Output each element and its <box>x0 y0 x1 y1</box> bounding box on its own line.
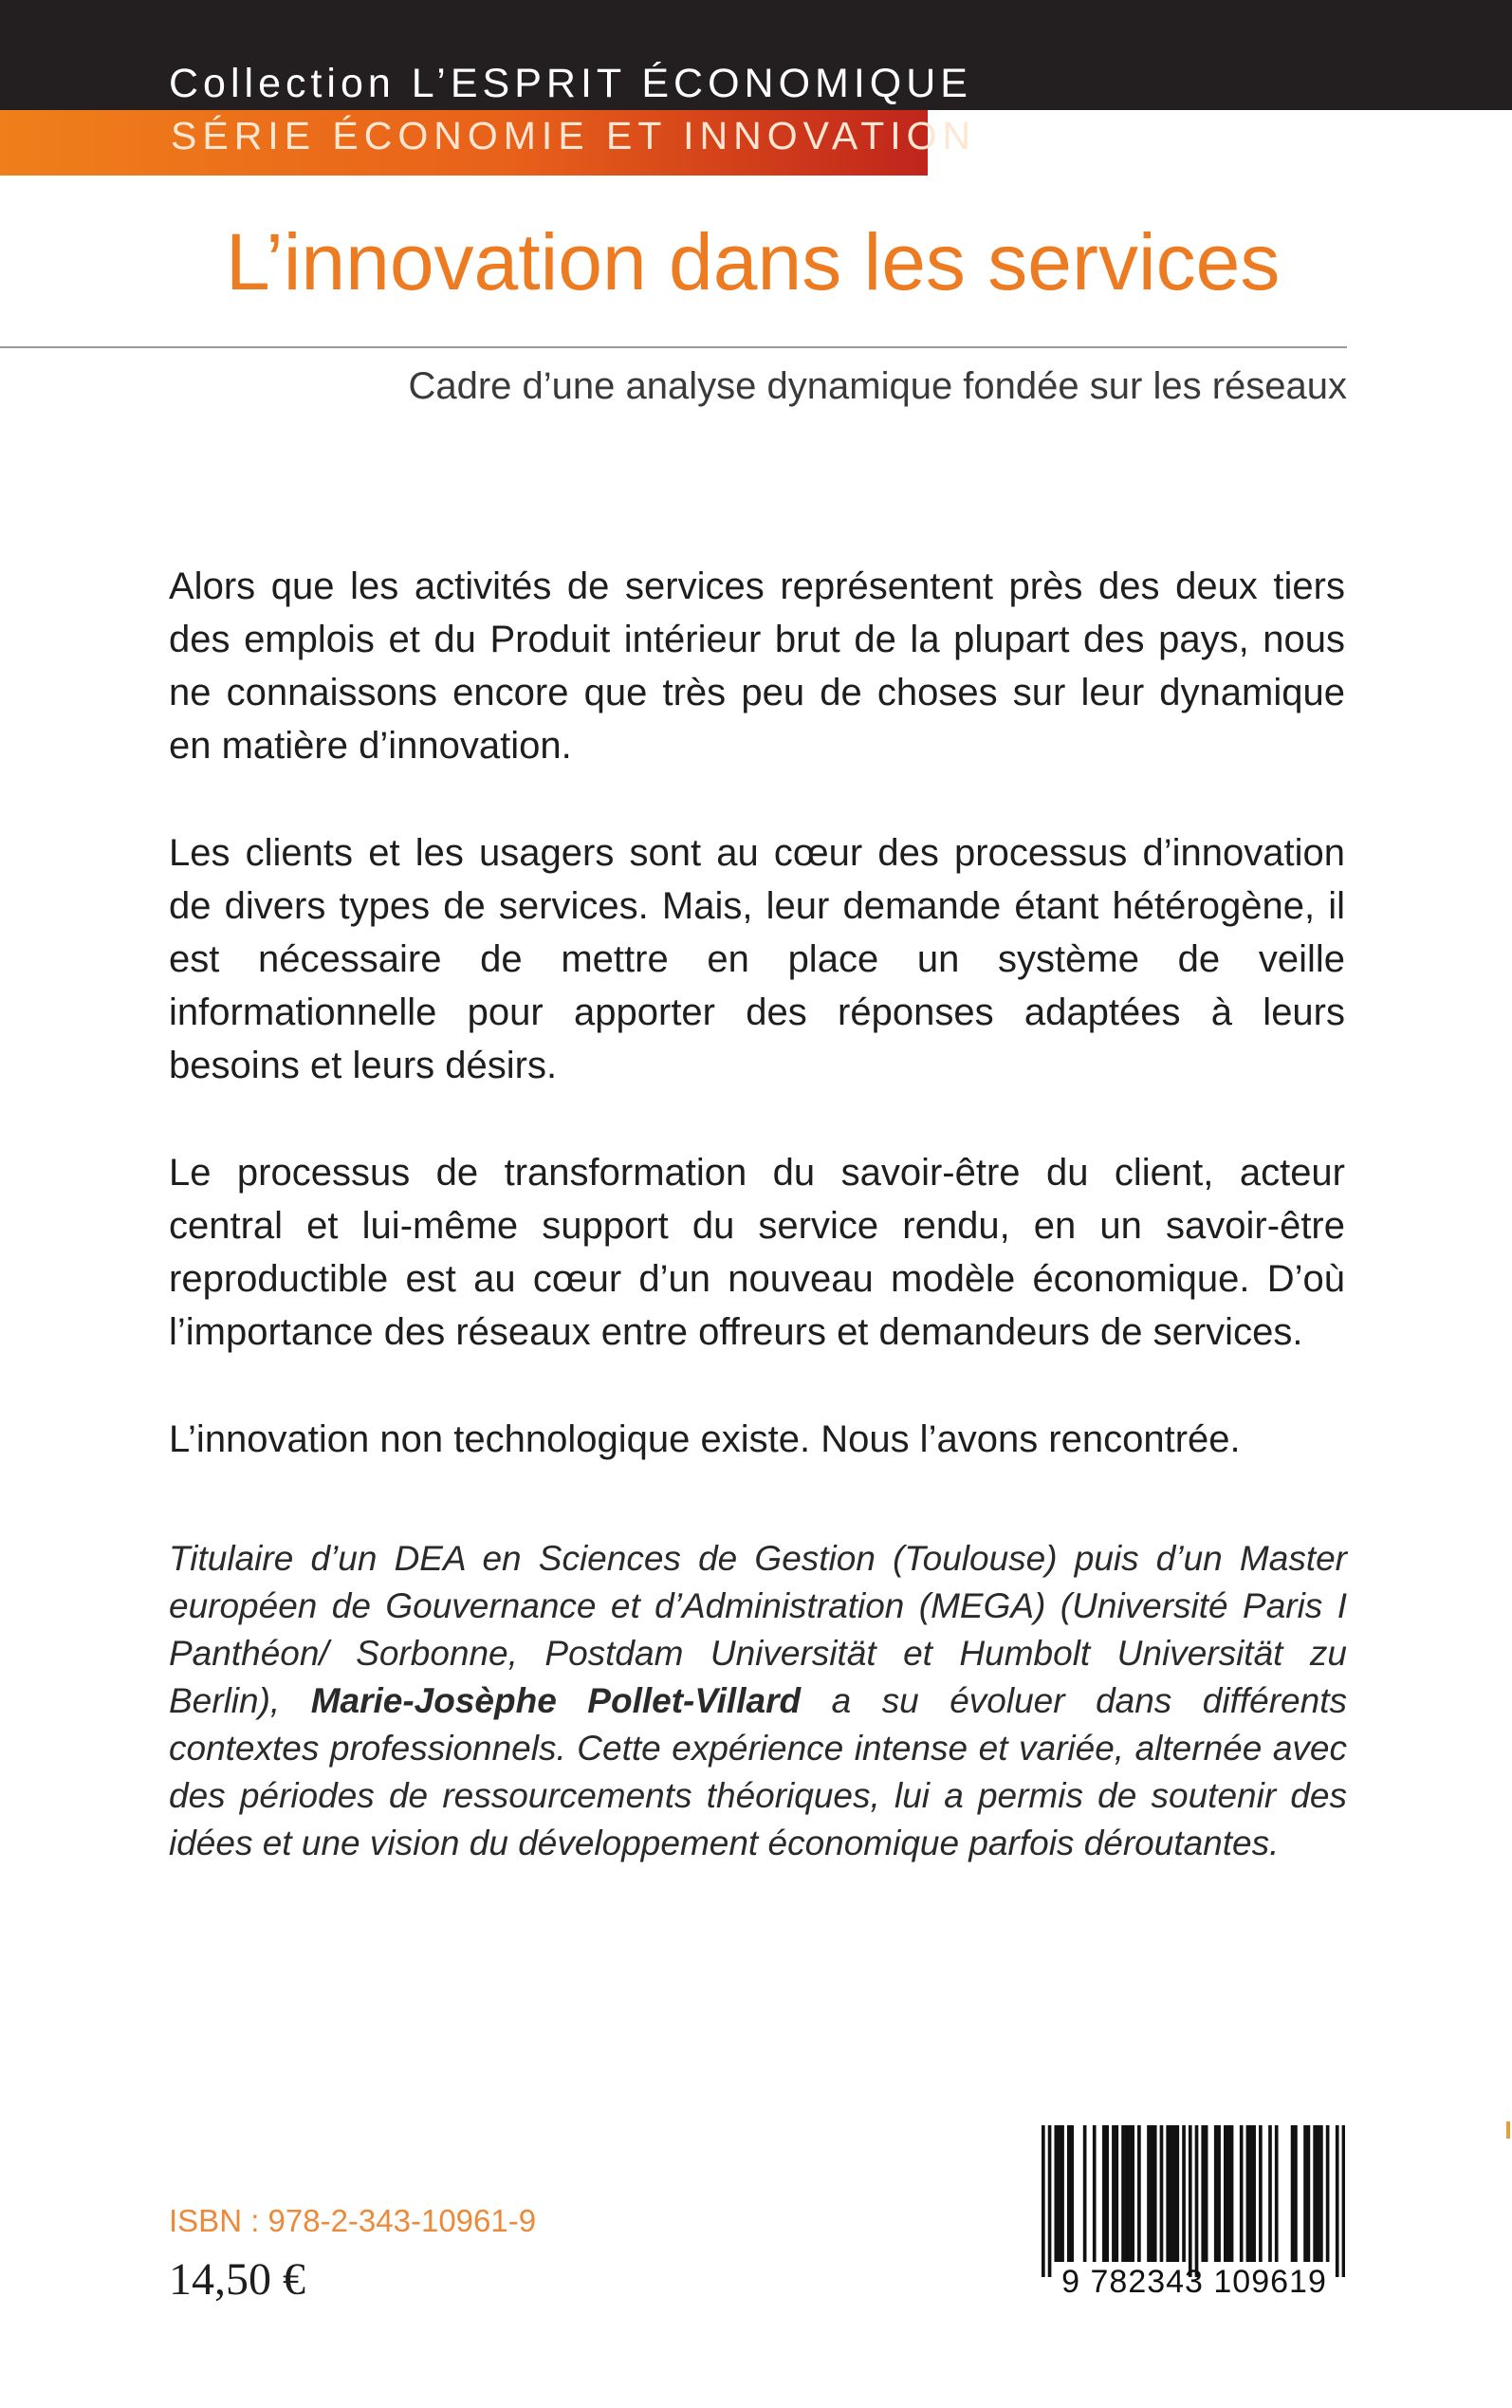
barcode-bar <box>1166 2125 1170 2262</box>
barcode-bar <box>1326 2125 1330 2262</box>
barcode-bar <box>1182 2125 1186 2262</box>
barcode-bar <box>1319 2125 1323 2262</box>
barcode-bar <box>1147 2125 1151 2262</box>
barcode-bars <box>1042 2125 1345 2277</box>
barcode-bar <box>1121 2125 1125 2262</box>
barcode-bar <box>1070 2125 1074 2262</box>
barcode-bar <box>1317 2125 1320 2262</box>
barcode-bar <box>1115 2125 1118 2262</box>
barcode-bar <box>1175 2125 1179 2262</box>
barcode-bar <box>1128 2125 1132 2262</box>
back-cover-blurb <box>169 560 1345 1520</box>
barcode-bar <box>1105 2125 1109 2262</box>
barcode-bar <box>1093 2125 1097 2262</box>
author-name: Marie-Josèphe Pollet-Villard <box>310 1681 802 1720</box>
barcode-bar <box>1291 2125 1295 2262</box>
barcode-bar <box>1060 2125 1064 2262</box>
barcode-bar <box>1195 2125 1199 2277</box>
barcode-bar <box>1153 2125 1157 2262</box>
title-divider <box>0 346 1347 348</box>
barcode-bar <box>1217 2125 1221 2262</box>
barcode-bar <box>1252 2125 1256 2262</box>
barcode-bar <box>1224 2125 1227 2262</box>
author-bio-intro: Titulaire d’un DEA en Sciences de Gestion (Toulouse) puis d’un Master européen de Gouvernance et d’Administration (MEGA) (Université Paris I Panthéon/ Sorbonne, Postdam Universität et Humbolt Universität zu Berlin), <box>169 1539 1347 1720</box>
barcode-bar <box>1048 2125 1052 2277</box>
barcode-bar <box>1170 2125 1173 2262</box>
barcode-bar <box>1102 2125 1106 2262</box>
barcode-bar <box>1172 2125 1176 2262</box>
author-bio-rest: a su évoluer dans différents contextes professionnels. Cette expérience intense et variée, alternée avec des périodes de ressourcements théoriques, lui a permis de soutenir des idées et une vision du développement économique parfois déroutantes. <box>169 1681 1347 1862</box>
barcode-bar <box>1067 2125 1071 2262</box>
barcode-bar <box>1275 2125 1279 2262</box>
barcode-bar <box>1313 2125 1317 2262</box>
barcode-bar <box>1268 2125 1272 2262</box>
price: 14,50 € <box>169 2254 305 2305</box>
author-bio <box>169 1535 1347 1867</box>
barcode-bar <box>1214 2125 1218 2262</box>
barcode-bar <box>1342 2125 1345 2277</box>
barcode-bar <box>1230 2125 1234 2262</box>
book-title: L’innovation dans les services <box>226 217 1281 306</box>
barcode-bar <box>1249 2125 1253 2262</box>
barcode-bar <box>1054 2125 1058 2262</box>
barcode-bar <box>1131 2125 1134 2262</box>
barcode-bar <box>1303 2125 1307 2262</box>
barcode-digits: 9 782343 109619 <box>1061 2264 1327 2300</box>
barcode-bar <box>1112 2125 1116 2262</box>
blurb-paragraph-4: L’innovation non technologique existe. Nous l’avons rencontrée. <box>169 1418 1241 1460</box>
barcode-bar <box>1259 2125 1263 2262</box>
blurb-paragraph-2: Les clients et les usagers sont au cœur des processus d’innovation de divers types de services. Mais, leur demande étant hétérogène, il est nécessaire de mettre en place un système de veille informationnelle pour apporter des réponses adaptées à leurs besoins et leurs désirs. <box>169 832 1345 1086</box>
book-subtitle: Cadre d’une analyse dynamique fondée sur les réseaux <box>408 365 1347 407</box>
barcode-bar <box>1336 2125 1339 2277</box>
barcode-bar <box>1189 2125 1192 2277</box>
barcode-bar <box>1137 2125 1141 2262</box>
edge-crop-mark <box>1506 2121 1510 2139</box>
barcode-bar <box>1151 2125 1154 2262</box>
barcode-bar <box>1042 2125 1045 2277</box>
barcode-bar <box>1246 2125 1250 2262</box>
barcode-bar <box>1205 2125 1208 2262</box>
isbn: ISBN : 978-2-343-10961-9 <box>169 2203 537 2238</box>
barcode-bar <box>1160 2125 1164 2262</box>
barcode-bar <box>1294 2125 1298 2262</box>
series-name: SÉRIE ÉCONOMIE ET INNOVATION <box>171 114 977 157</box>
barcode-bar <box>1307 2125 1311 2262</box>
barcode-bar <box>1083 2125 1087 2262</box>
blurb-paragraph-3: Le processus de transformation du savoir-être du client, acteur central et lui-même support du service rendu, en un savoir-être reproductible est au cœur d’un nouveau modèle économique. D’où l’importance des réseaux entre offreurs et demandeurs de services. <box>169 1152 1345 1353</box>
collection-name: Collection L’ESPRIT ÉCONOMIQUE <box>169 61 972 106</box>
barcode-bar <box>1125 2125 1129 2262</box>
barcode-bar <box>1226 2125 1230 2262</box>
barcode-bar <box>1201 2125 1205 2262</box>
blurb-paragraph-1: Alors que les activités de services représentent près des deux tiers des emplois et du Produit intérieur brut de la plupart des pays, nous ne connaissons encore que très peu de choses sur leur dynamique en matière d’innovation. <box>169 565 1345 767</box>
barcode-bar <box>1240 2125 1244 2262</box>
barcode-bar <box>1058 2125 1061 2262</box>
